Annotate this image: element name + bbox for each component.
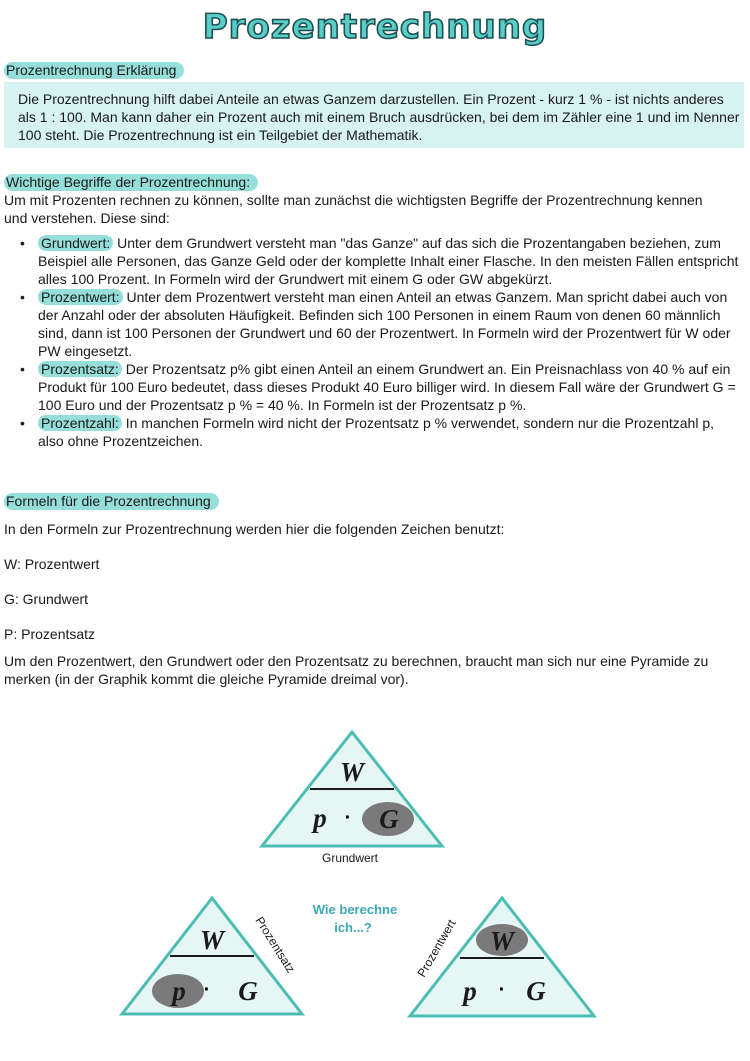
bullet-icon: •: [20, 289, 25, 305]
term-label: Grundwert:: [38, 235, 113, 251]
term-text: Unter dem Prozentwert versteht man einen Anteil an etwas Ganzem. Man spricht dabei auch von der Anzahl oder der absoluten Häufigkeit. Befinden sich 100 Personen in einem Raum von denen 60 männlich sind, dann ist 100 Personen der Grundwert und 60 der Prozentwert. In Formeln wird der Prozentwert für W oder PW eingesetzt.: [38, 289, 731, 359]
question-line-1: Wie berechne: [312, 902, 398, 917]
formulas-outro: Um den Prozentwert, den Grundwert oder den Prozentsatz zu berechnen, braucht man sich nur eine Pyramide zu merken (in der Graphik kommt die gleiche Pyramide dreimal vor).: [4, 653, 709, 687]
terms-list: [0, 234, 740, 450]
list-item: [0, 288, 740, 360]
pyramid-prozentwert: [410, 898, 594, 1016]
letter-g: G: [526, 976, 546, 1006]
symbol-p-line: P: Prozentsatz: [4, 626, 96, 642]
term-label: Prozentwert:: [38, 289, 123, 305]
letter-w: W: [339, 757, 365, 787]
label-prozentsatz: Prozentsatz: [252, 914, 298, 976]
section-heading-formulas: Formeln für die Prozentrechnung: [4, 493, 219, 510]
terms-intro: Um mit Prozenten rechnen zu können, sollte man zunächst die wichtigsten Begriffe der Prozentrechnung kennen und verstehen. Diese sind:: [4, 192, 703, 226]
letter-w: W: [489, 926, 515, 956]
pyramid-grundwert: [262, 732, 442, 865]
symbol-g-line: G: Grundwert: [4, 591, 89, 607]
multiply-dot: ·: [498, 979, 506, 1001]
letter-w: W: [199, 925, 225, 955]
label-grundwert: Grundwert: [321, 851, 379, 865]
bullet-icon: •: [20, 415, 25, 431]
list-item: [0, 360, 740, 414]
pyramid-prozentsatz: [122, 898, 302, 1014]
formulas-intro: In den Formeln zur Prozentrechnung werden hier die folgenden Zeichen benutzt:: [4, 521, 505, 537]
list-item: [0, 414, 740, 450]
letter-p: p: [172, 976, 186, 1006]
explanation-box: [4, 82, 744, 148]
term-text: In manchen Formeln wird nicht der Prozentsatz p % verwendet, sondern nur die Prozentzahl p, also ohne Prozentzeichen.: [38, 415, 715, 449]
term-label: Prozentzahl:: [38, 415, 122, 431]
pyramid-diagram: [0, 700, 750, 1061]
letter-g: G: [238, 976, 258, 1006]
label-prozentwert: Prozentwert: [414, 917, 459, 980]
letter-p: p: [463, 976, 477, 1006]
page-title-area: [0, 2, 750, 52]
section-heading-explanation: Prozentrechnung Erklärung: [4, 62, 184, 79]
multiply-dot: ·: [203, 979, 211, 1001]
multiply-dot: ·: [344, 807, 352, 829]
question-line-2: ich...?: [334, 920, 372, 935]
section-heading-terms: Wichtige Begriffe der Prozentrechnung:: [4, 174, 258, 191]
page-title-graphic: [0, 2, 750, 52]
bullet-icon: •: [20, 361, 25, 377]
term-text: Der Prozentsatz p% gibt einen Anteil an einem Grundwert an. Ein Preisnachlass von 40 % auf ein Produkt für 100 Euro bedeutet, dass dieses Produkt 40 Euro billiger wird. In diesem Fall wäre der Grundwert G = 100 Euro und der Prozentsatz p % = 40 %. In Formeln ist der Prozentsatz p %.: [38, 361, 736, 413]
symbol-w-line: W: Prozentwert: [4, 556, 100, 572]
term-label: Prozentsatz:: [38, 361, 122, 377]
term-text: Unter dem Grundwert versteht man "das Ganze" auf das sich die Prozentangaben beziehen, zum Beispiel alle Personen, das Ganze Geld oder der komplette Inhalt einer Flasche. In den meisten Fällen entspricht alles 100 Prozent. In Formeln wird der Grundwert mit einem G oder GW abgekürzt.: [38, 235, 739, 287]
explanation-text: Die Prozentrechnung hilft dabei Anteile an etwas Ganzem darzustellen. Ein Prozent - kurz 1 % - ist nichts anderes als 1 : 100. Man kann daher ein Prozent auch mit einem Bruch ausdrücken, bei dem im Zähler eine 1 und im Nenner 100 steht. Die Prozentrechnung ist ein Teilgebiet der Mathematik.: [18, 91, 740, 143]
letter-p: p: [313, 803, 327, 833]
list-item: [0, 234, 740, 288]
page-title: Prozentrechnung: [202, 7, 548, 47]
bullet-icon: •: [20, 235, 25, 251]
letter-g: G: [379, 804, 399, 834]
